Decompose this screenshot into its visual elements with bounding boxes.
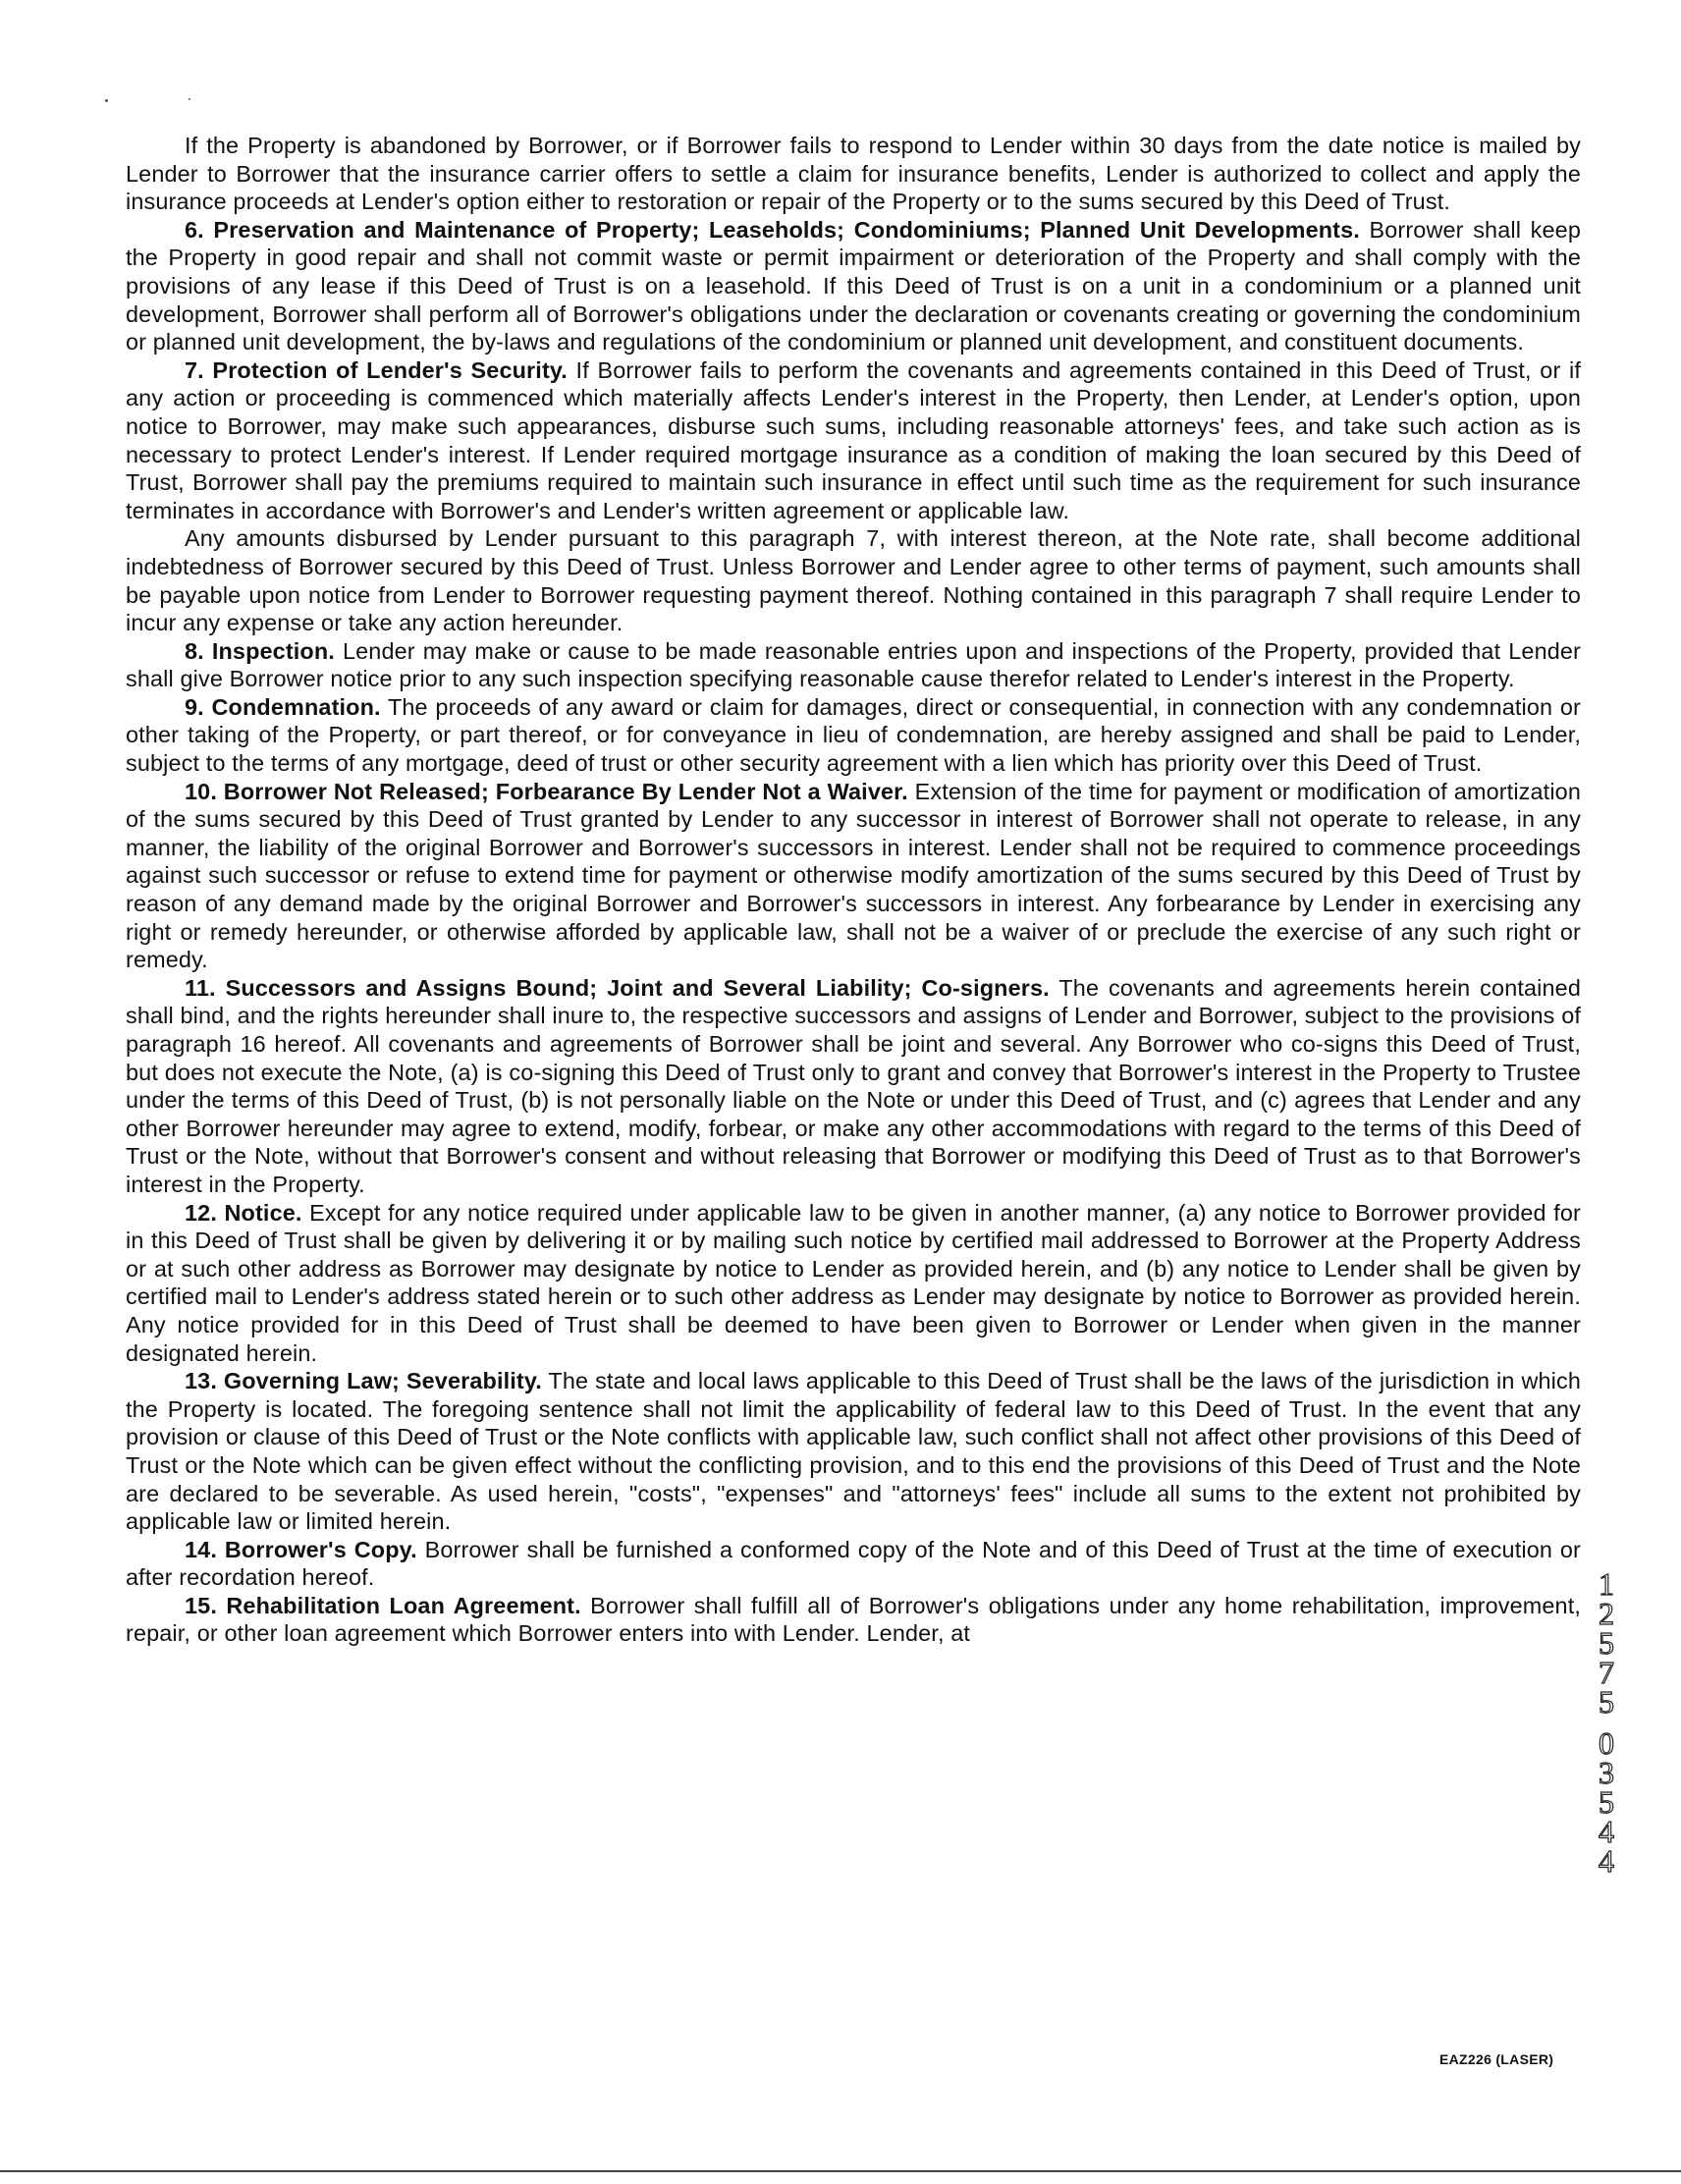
section-12-heading: 12. Notice. xyxy=(185,1199,302,1226)
side-digit: 5 xyxy=(1599,1684,1614,1720)
side-digit: 1 xyxy=(1599,1566,1614,1602)
section-15-text: Borrower shall fulfill all of Borrower's obligations under any home rehabilitation, improvement, repair, or other loan agreement which Borrower enters into with Lender. Lender, at xyxy=(126,1592,1581,1647)
document-body xyxy=(126,132,1581,1648)
section-12-text: Except for any notice required under applicable law to be given in another manner, (a) any notice to Borrower provided for in this Deed of Trust shall be given by delivering it or by mailing such notice by certified mail addressed to Borrower at the Property Address or at such other address as Borrower may designate by notice to Lender as provided herein, and (b) any notice to Lender shall be given by certified mail to Lender's address stated herein or to such other address as Lender may designate by notice to Borrower as provided herein. Any notice provided for in this Deed of Trust shall be deemed to have been given to Borrower or Lender when given in the manner designated herein. xyxy=(126,1199,1581,1366)
section-13-heading: 13. Governing Law; Severability. xyxy=(185,1368,542,1394)
section-6 xyxy=(126,216,1581,356)
side-digit: 7 xyxy=(1599,1655,1614,1690)
section-14 xyxy=(126,1536,1581,1592)
section-9-heading: 9. Condemnation. xyxy=(185,693,381,720)
section-7-heading: 7. Protection of Lender's Security. xyxy=(185,356,568,383)
section-12 xyxy=(126,1199,1581,1368)
form-code: EAZ226 (LASER) xyxy=(1439,2051,1554,2067)
intro-paragraph: If the Property is abandoned by Borrower, or if Borrower fails to respond to Lender within 30 days from the date notice is mailed by Lender to Borrower that the insurance carrier offers to settle a claim for insurance benefits, Lender is authorized to collect and apply the insurance proceeds at Lender's option either to restoration or repair of the Property or to the sums secured by this Deed of Trust. xyxy=(126,133,1581,215)
side-digit: 5 xyxy=(1599,1625,1614,1661)
section-8-text: Lender may make or cause to be made reasonable entries upon and inspections of the Property, provided that Lender shall give Borrower notice prior to any such inspection specifying reasonable cause therefor related to Lender's interest in the Property. xyxy=(126,637,1581,692)
side-digit: 5 xyxy=(1599,1784,1614,1820)
section-7-text: If Borrower fails to perform the covenants and agreements contained in this Deed of Trust, or if any action or proceeding is commenced which materially affects Lender's interest in the Property, then Lender, at Lender's option, upon notice to Borrower, may make such appearances, disburse such sums, including reasonable attorneys' fees, and take such action as is necessary to protect Lender's interest. If Lender required mortgage insurance as a condition of making the loan secured by this Deed of Trust, Borrower shall pay the premiums required to maintain such insurance in effect until such time as the requirement for such insurance terminates in accordance with Borrower's and Lender's written agreement or applicable law. xyxy=(126,356,1581,523)
side-digit: 4 xyxy=(1599,1843,1614,1879)
section-6-heading: 6. Preservation and Maintenance of Property; Leaseholds; Condominiums; Planned Unit Developments. xyxy=(185,216,1360,243)
section-13 xyxy=(126,1367,1581,1536)
section-13-text: The state and local laws applicable to this Deed of Trust shall be the laws of the jurisdiction in which the Property is located. The foregoing sentence shall not limit the applicability of federal law to this Deed of Trust. In the event that any provision or clause of this Deed of Trust or the Note conflicts with applicable law, such conflict shall not affect other provisions of this Deed of Trust or the Note which can be given effect without the conflicting provision, and to this end the provisions of this Deed of Trust and the Note are declared to be severable. As used herein, "costs", "expenses" and "attorneys' fees" include all sums to the extent not prohibited by applicable law or limited herein. xyxy=(126,1368,1581,1535)
side-digit: 2 xyxy=(1599,1596,1614,1631)
section-15 xyxy=(126,1592,1581,1648)
section-11-text: The covenants and agreements herein contained shall bind, and the rights hereunder shall inure to, the respective successors and assigns of Lender and Borrower, subject to the provisions of paragraph 16 hereof. All covenants and agreements of Borrower shall be joint and several. Any Borrower who co-signs this Deed of Trust, but does not execute the Note, (a) is co-signing this Deed of Trust only to grant and convey that Borrower's interest in the Property to Trustee under the terms of this Deed of Trust, (b) is not personally liable on the Note or under this Deed of Trust, and (c) agrees that Lender and any other Borrower hereunder may agree to extend, modify, forbear, or make any other accommodations with regard to the terms of this Deed of Trust or the Note, without that Borrower's consent and without releasing that Borrower or modifying this Deed of Trust as to that Borrower's interest in the Property. xyxy=(126,974,1581,1197)
section-10-heading: 10. Borrower Not Released; Forbearance By Lender Not a Waiver. xyxy=(185,778,908,804)
side-digit: 4 xyxy=(1599,1814,1614,1849)
section-8-heading: 8. Inspection. xyxy=(185,637,335,664)
section-11 xyxy=(126,974,1581,1199)
section-15-heading: 15. Rehabilitation Loan Agreement. xyxy=(185,1592,581,1618)
section-9 xyxy=(126,693,1581,778)
section-11-heading: 11. Successors and Assigns Bound; Joint and Several Liability; Co-signers. xyxy=(185,974,1050,1001)
section-7-continuation xyxy=(126,524,1581,636)
section-10 xyxy=(126,778,1581,974)
section-8 xyxy=(126,637,1581,693)
section-10-text: Extension of the time for payment or modification of amortization of the sums secured by this Deed of Trust granted by Lender to any successor in interest of Borrower shall not operate to release, in any manner, the liability of the original Borrower and Borrower's successors in interest. Lender shall not be required to commence proceedings against such successor or refuse to extend time for payment or otherwise modify amortization of the sums secured by this Deed of Trust by reason of any demand made by the original Borrower and Borrower's successors in interest. Any forbearance by Lender in exercising any right or remedy hereunder, or otherwise afforded by applicable law, shall not be a waiver of or preclude the exercise of any such right or remedy. xyxy=(126,778,1581,973)
scan-speck xyxy=(105,99,108,102)
section-6-text: Borrower shall keep the Property in good repair and shall not commit waste or permit impairment or deterioration of the Property and shall comply with the provisions of any lease if this Deed of Trust is on a leasehold. If this Deed of Trust is on a unit in a condominium or a planned unit development, Borrower shall perform all of Borrower's obligations under the declaration or covenants creating or governing the condominium or planned unit development, the by-laws and regulations of the condominium or planned unit development, and constituent documents. xyxy=(126,216,1581,355)
section-9-text: The proceeds of any award or claim for damages, direct or consequential, in connection with any condemnation or other taking of the Property, or part thereof, or for conveyance in lieu of condemnation, are hereby assigned and shall be paid to Lender, subject to the terms of any mortgage, deed of trust or other security agreement with a lien which has priority over this Deed of Trust. xyxy=(126,693,1581,777)
scan-speck xyxy=(189,98,190,100)
side-digit: 0 xyxy=(1599,1725,1614,1761)
section-14-text: Borrower shall be furnished a conformed copy of the Note and of this Deed of Trust at the time of execution or after recordation hereof. xyxy=(126,1536,1581,1591)
side-digit: 3 xyxy=(1599,1755,1614,1790)
side-document-number xyxy=(1593,1566,1620,1879)
section-14-heading: 14. Borrower's Copy. xyxy=(185,1536,417,1562)
section-7 xyxy=(126,356,1581,525)
bottom-scan-line xyxy=(0,2170,1681,2172)
section-7-continuation-text: Any amounts disbursed by Lender pursuant to this paragraph 7, with interest thereon, at the Note rate, shall become additional indebtedness of Borrower secured by this Deed of Trust. Unless Borrower and Lender agree to other terms of payment, such amounts shall be payable upon notice from Lender to Borrower requesting payment thereof. Nothing contained in this paragraph 7 shall require Lender to incur any expense or take any action hereunder. xyxy=(126,525,1581,636)
